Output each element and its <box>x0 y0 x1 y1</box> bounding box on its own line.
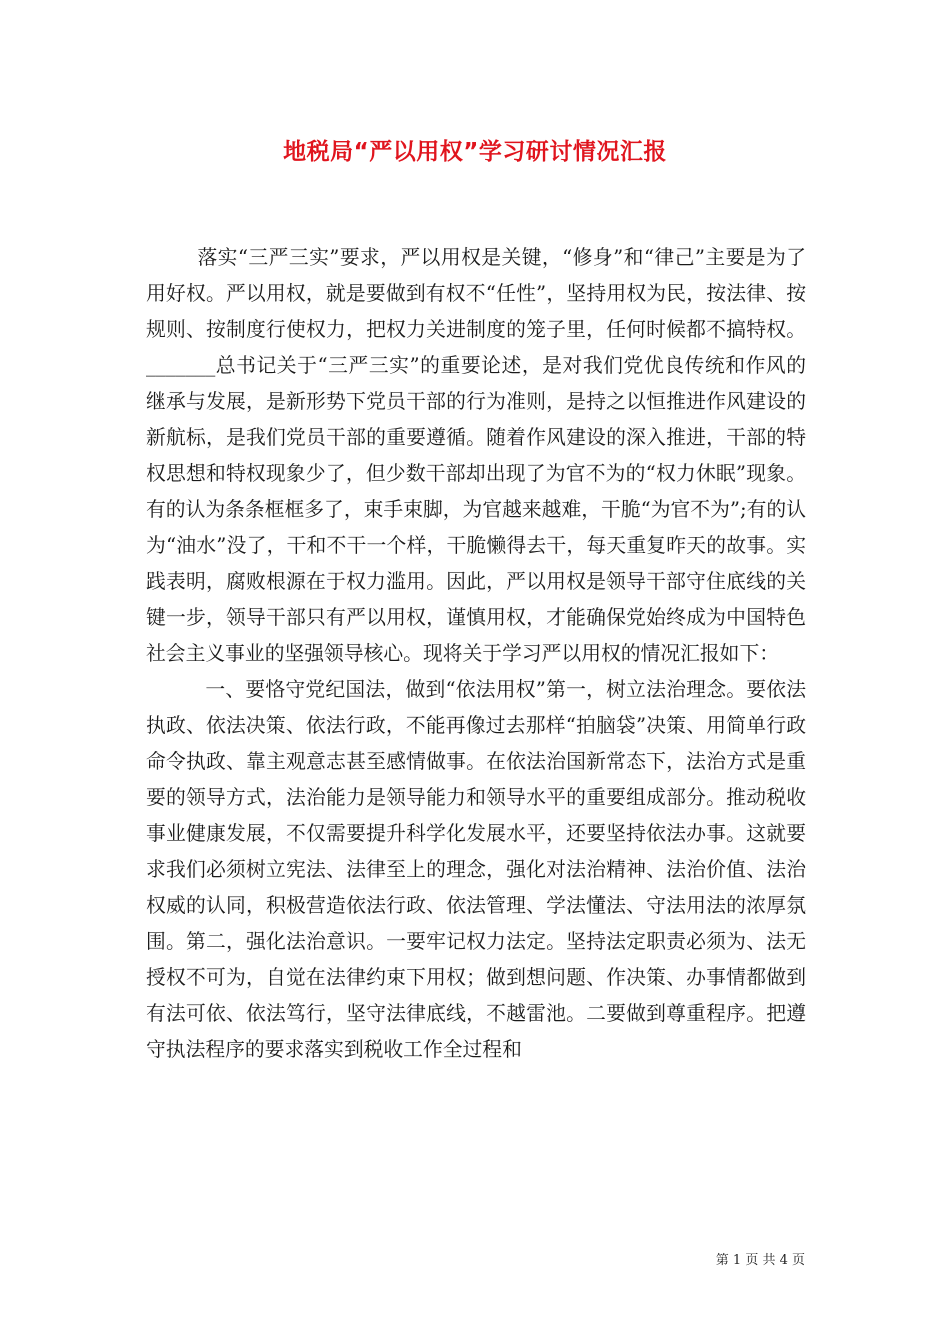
document-body <box>146 240 806 1068</box>
paragraph-intro: 落实“三严三实”要求，严以用权是关键，“修身”和“律己”主要是为了用好权。严以用权，就是要做到有权不“任性”，坚持用权为民，按法律、按规则、按制度行使权力，把权力关进制度的笼子里，任何时候都不搞特权。_______总书记关于“三严三实”的重要论述，是对我们党优良传统和作风的继承与发展，是新形势下党员干部的行为准则，是持之以恒推进作风建设的新航标，是我们党员干部的重要遵循。随着作风建设的深入推进，干部的特权思想和特权现象少了，但少数干部却出现了为官不为的“权力休眠”现象。有的认为条条框框多了，束手束脚，为官越来越难，干脆“为官不为”;有的认为“油水”没了，干和不干一个样，干脆懒得去干，每天重复昨天的故事。实践表明，腐败根源在于权力滥用。因此，严以用权是领导干部守住底线的关键一步，领导干部只有严以用权，谨慎用权，才能确保党始终成为中国特色社会主义事业的坚强领导核心。现将关于学习严以用权的情况汇报如下： <box>146 246 806 665</box>
page-number-footer: 第 1 页 共 4 页 <box>715 1253 805 1268</box>
document-title: 地税局“严以用权”学习研讨情况汇报 <box>283 139 667 165</box>
paragraph-section-one: 一、要恪守党纪国法，做到“依法用权”第一，树立法治理念。要依法执政、依法决策、依法行政，不能再像过去那样“拍脑袋”决策、用简单行政命令执政、靠主观意志甚至感情做事。在依法治国新常态下，法治方式是重要的领导方式，法治能力是领导能力和领导水平的重要组成部分。推动税收事业健康发展，不仅需要提升科学化发展水平，还要坚持依法办事。这就要求我们必须树立宪法、法律至上的理念，强化对法治精神、法治价值、法治权威的认同，积极营造依法行政、依法管理、学法懂法、守法用法的浓厚氛围。第二，强化法治意识。一要牢记权力法定。坚持法定职责必须为、法无授权不可为，自觉在法律约束下用权；做到想问题、作决策、办事情都做到有法可依、依法笃行，坚守法律底线，不越雷池。二要做到尊重程序。把遵守执法程序的要求落实到税收工作全过程和 <box>146 678 806 1061</box>
